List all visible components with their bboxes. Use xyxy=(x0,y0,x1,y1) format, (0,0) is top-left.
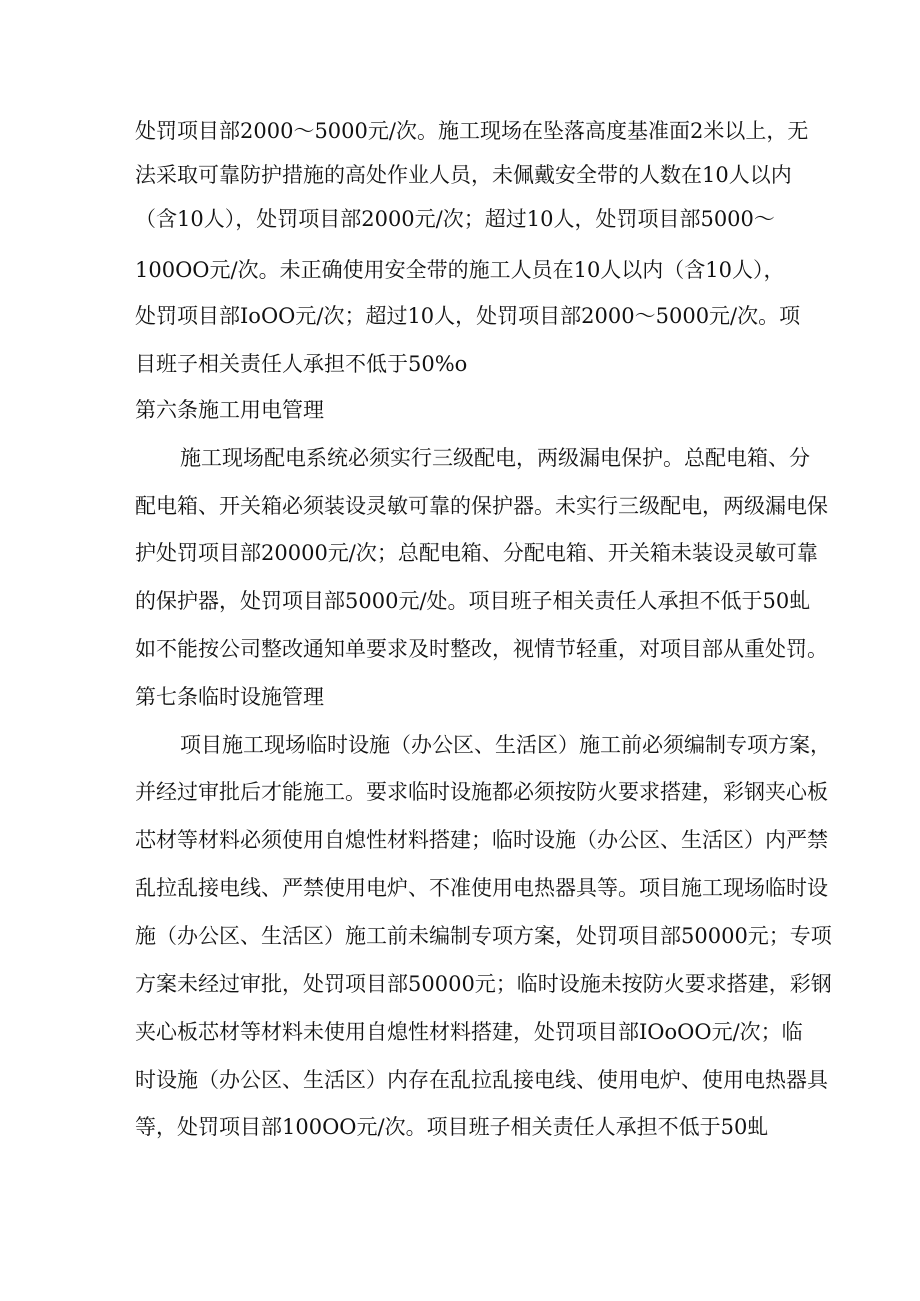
text-line-14: 项目施工现场临时设施（办公区、生活区）施工前必须编制专项方案， xyxy=(180,733,831,757)
text-line-16: 芯材等材料必须使用自熄性材料搭建；临时设施（办公区、生活区）内严禁 xyxy=(135,828,828,852)
text-line-5: 处罚项目部IoOO元/次；超过10人，处罚项目部2000～5000元/次。项 xyxy=(135,304,801,328)
text-line-22: 等，处罚项目部100OO元/次。项目班子相关责任人承担不低于50虬 xyxy=(135,1115,769,1139)
text-line-20: 夹心板芯材等材料未使用自熄性材料搭建，处罚项目部IOoOO元/次；临 xyxy=(135,1020,803,1044)
text-line-11: 的保护器，处罚项目部5000元/处。项目班子相关责任人承担不低于50虬 xyxy=(135,589,811,613)
text-line-8: 施工现场配电系统必须实行三级配电，两级漏电保护。总配电箱、分 xyxy=(180,446,810,470)
text-line-4: 100OO元/次。未正确使用安全带的施工人员在10人以内（含10人）， xyxy=(135,258,785,282)
section-heading-6: 第六条施工用电管理 xyxy=(135,398,324,422)
text-line-21: 时设施（办公区、生活区）内存在乱拉乱接电线、使用电炉、使用电热器具 xyxy=(135,1068,828,1092)
text-line-17: 乱拉乱接电线、严禁使用电炉、不准使用电热器具等。项目施工现场临时设 xyxy=(135,876,828,900)
text-line-15: 并经过审批后才能施工。要求临时设施都必须按防火要求搭建，彩钢夹心板 xyxy=(135,780,828,804)
text-line-18: 施（办公区、生活区）施工前未编制专项方案，处罚项目部50000元；专项 xyxy=(135,924,832,948)
text-line-9: 配电箱、开关箱必须装设灵敏可靠的保护器。未实行三级配电，两级漏电保 xyxy=(135,494,828,518)
text-line-6: 目班子相关责任人承担不低于50%o xyxy=(135,352,468,376)
text-line-10: 护处罚项目部20000元/次；总配电箱、分配电箱、开关箱未装设灵敏可靠 xyxy=(135,541,818,565)
text-line-1: 处罚项目部2000～5000元/次。施工现场在坠落高度基准面2米以上，无 xyxy=(135,119,809,143)
text-line-12: 如不能按公司整改通知单要求及时整改，视情节轻重，对项目部从重处罚。 xyxy=(135,637,828,661)
section-heading-7: 第七条临时设施管理 xyxy=(135,685,324,709)
text-line-19: 方案未经过审批，处罚项目部50000元；临时设施未按防火要求搭建，彩钢 xyxy=(135,972,832,996)
text-line-3: （含10人），处罚项目部2000元/次；超过10人，处罚项目部5000～ xyxy=(135,207,775,231)
text-line-2: 法采取可靠防护措施的高处作业人员，未佩戴安全带的人数在10人以内 xyxy=(135,163,792,187)
